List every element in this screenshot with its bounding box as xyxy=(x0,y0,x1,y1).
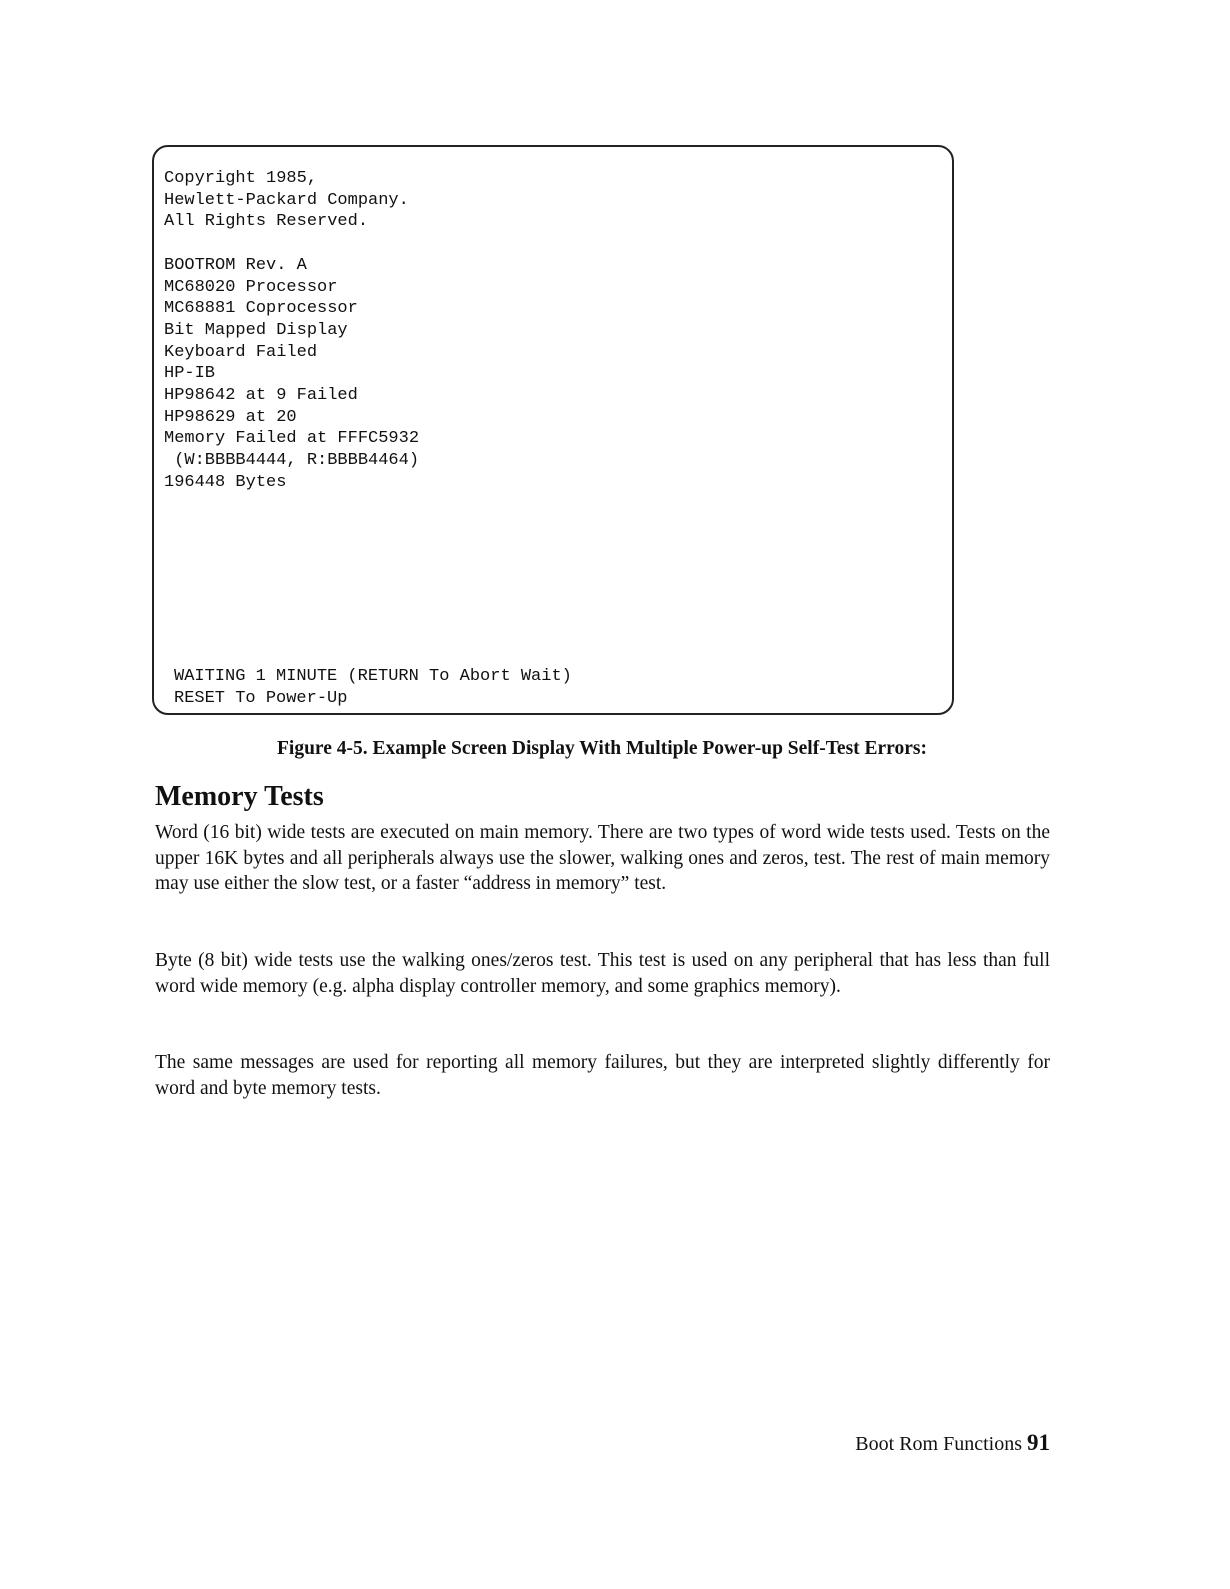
screen-status-text xyxy=(174,666,572,710)
screen-line: Bit Mapped Display xyxy=(164,320,348,340)
figure-caption: Figure 4-5. Example Screen Display With Multiple Power-up Self-Test Errors: xyxy=(277,738,927,759)
screen-line: 196448 Bytes xyxy=(164,472,287,492)
screen-display-text xyxy=(164,168,419,494)
screen-line: HP98629 at 20 xyxy=(164,407,297,427)
screen-line: HP98642 at 9 Failed xyxy=(164,386,358,406)
screen-line: HP-IB xyxy=(164,364,216,384)
paragraph: Byte (8 bit) wide tests use the walking ones/zeros test. This test is used on any peripheral that has less than full word wide memory (e.g. alpha display controller memory, and some graphics memory). xyxy=(155,950,1050,997)
section-heading: Memory Tests xyxy=(155,781,324,812)
screen-line: Memory Failed at FFFC5932 xyxy=(164,429,420,449)
page-number: 91 xyxy=(1027,1430,1050,1455)
screen-line: BOOTROM Rev. A xyxy=(164,255,307,275)
screen-line xyxy=(164,233,419,255)
screen-line: All Rights Reserved. xyxy=(164,212,369,232)
screen-line: RESET To Power-Up xyxy=(174,689,348,708)
screen-line: WAITING 1 MINUTE (RETURN To Abort Wait) xyxy=(174,667,572,686)
chapter-title: Boot Rom Functions xyxy=(855,1433,1022,1455)
screen-line: Keyboard Failed xyxy=(164,342,318,362)
screen-line: MC68020 Processor xyxy=(164,277,338,297)
screen-line: MC68881 Coprocessor xyxy=(164,299,358,319)
page-footer xyxy=(855,1430,1050,1456)
paragraph: The same messages are used for reporting all memory failures, but they are interpreted slightly differently for word and byte memory tests. xyxy=(155,1052,1050,1099)
screen-line: (W:BBBB4444, R:BBBB4464) xyxy=(164,451,420,471)
screen-line: Hewlett-Packard Company. xyxy=(164,190,409,210)
screen-line: Copyright 1985, xyxy=(164,169,318,188)
paragraph: Word (16 bit) wide tests are executed on main memory. There are two types of word wide tests used. Tests on the upper 16K bytes and all peripherals always use the slower, walking ones and zeros, test. The rest of main memory may use either the slow test, or a faster “address in memory” test. xyxy=(155,822,1050,894)
